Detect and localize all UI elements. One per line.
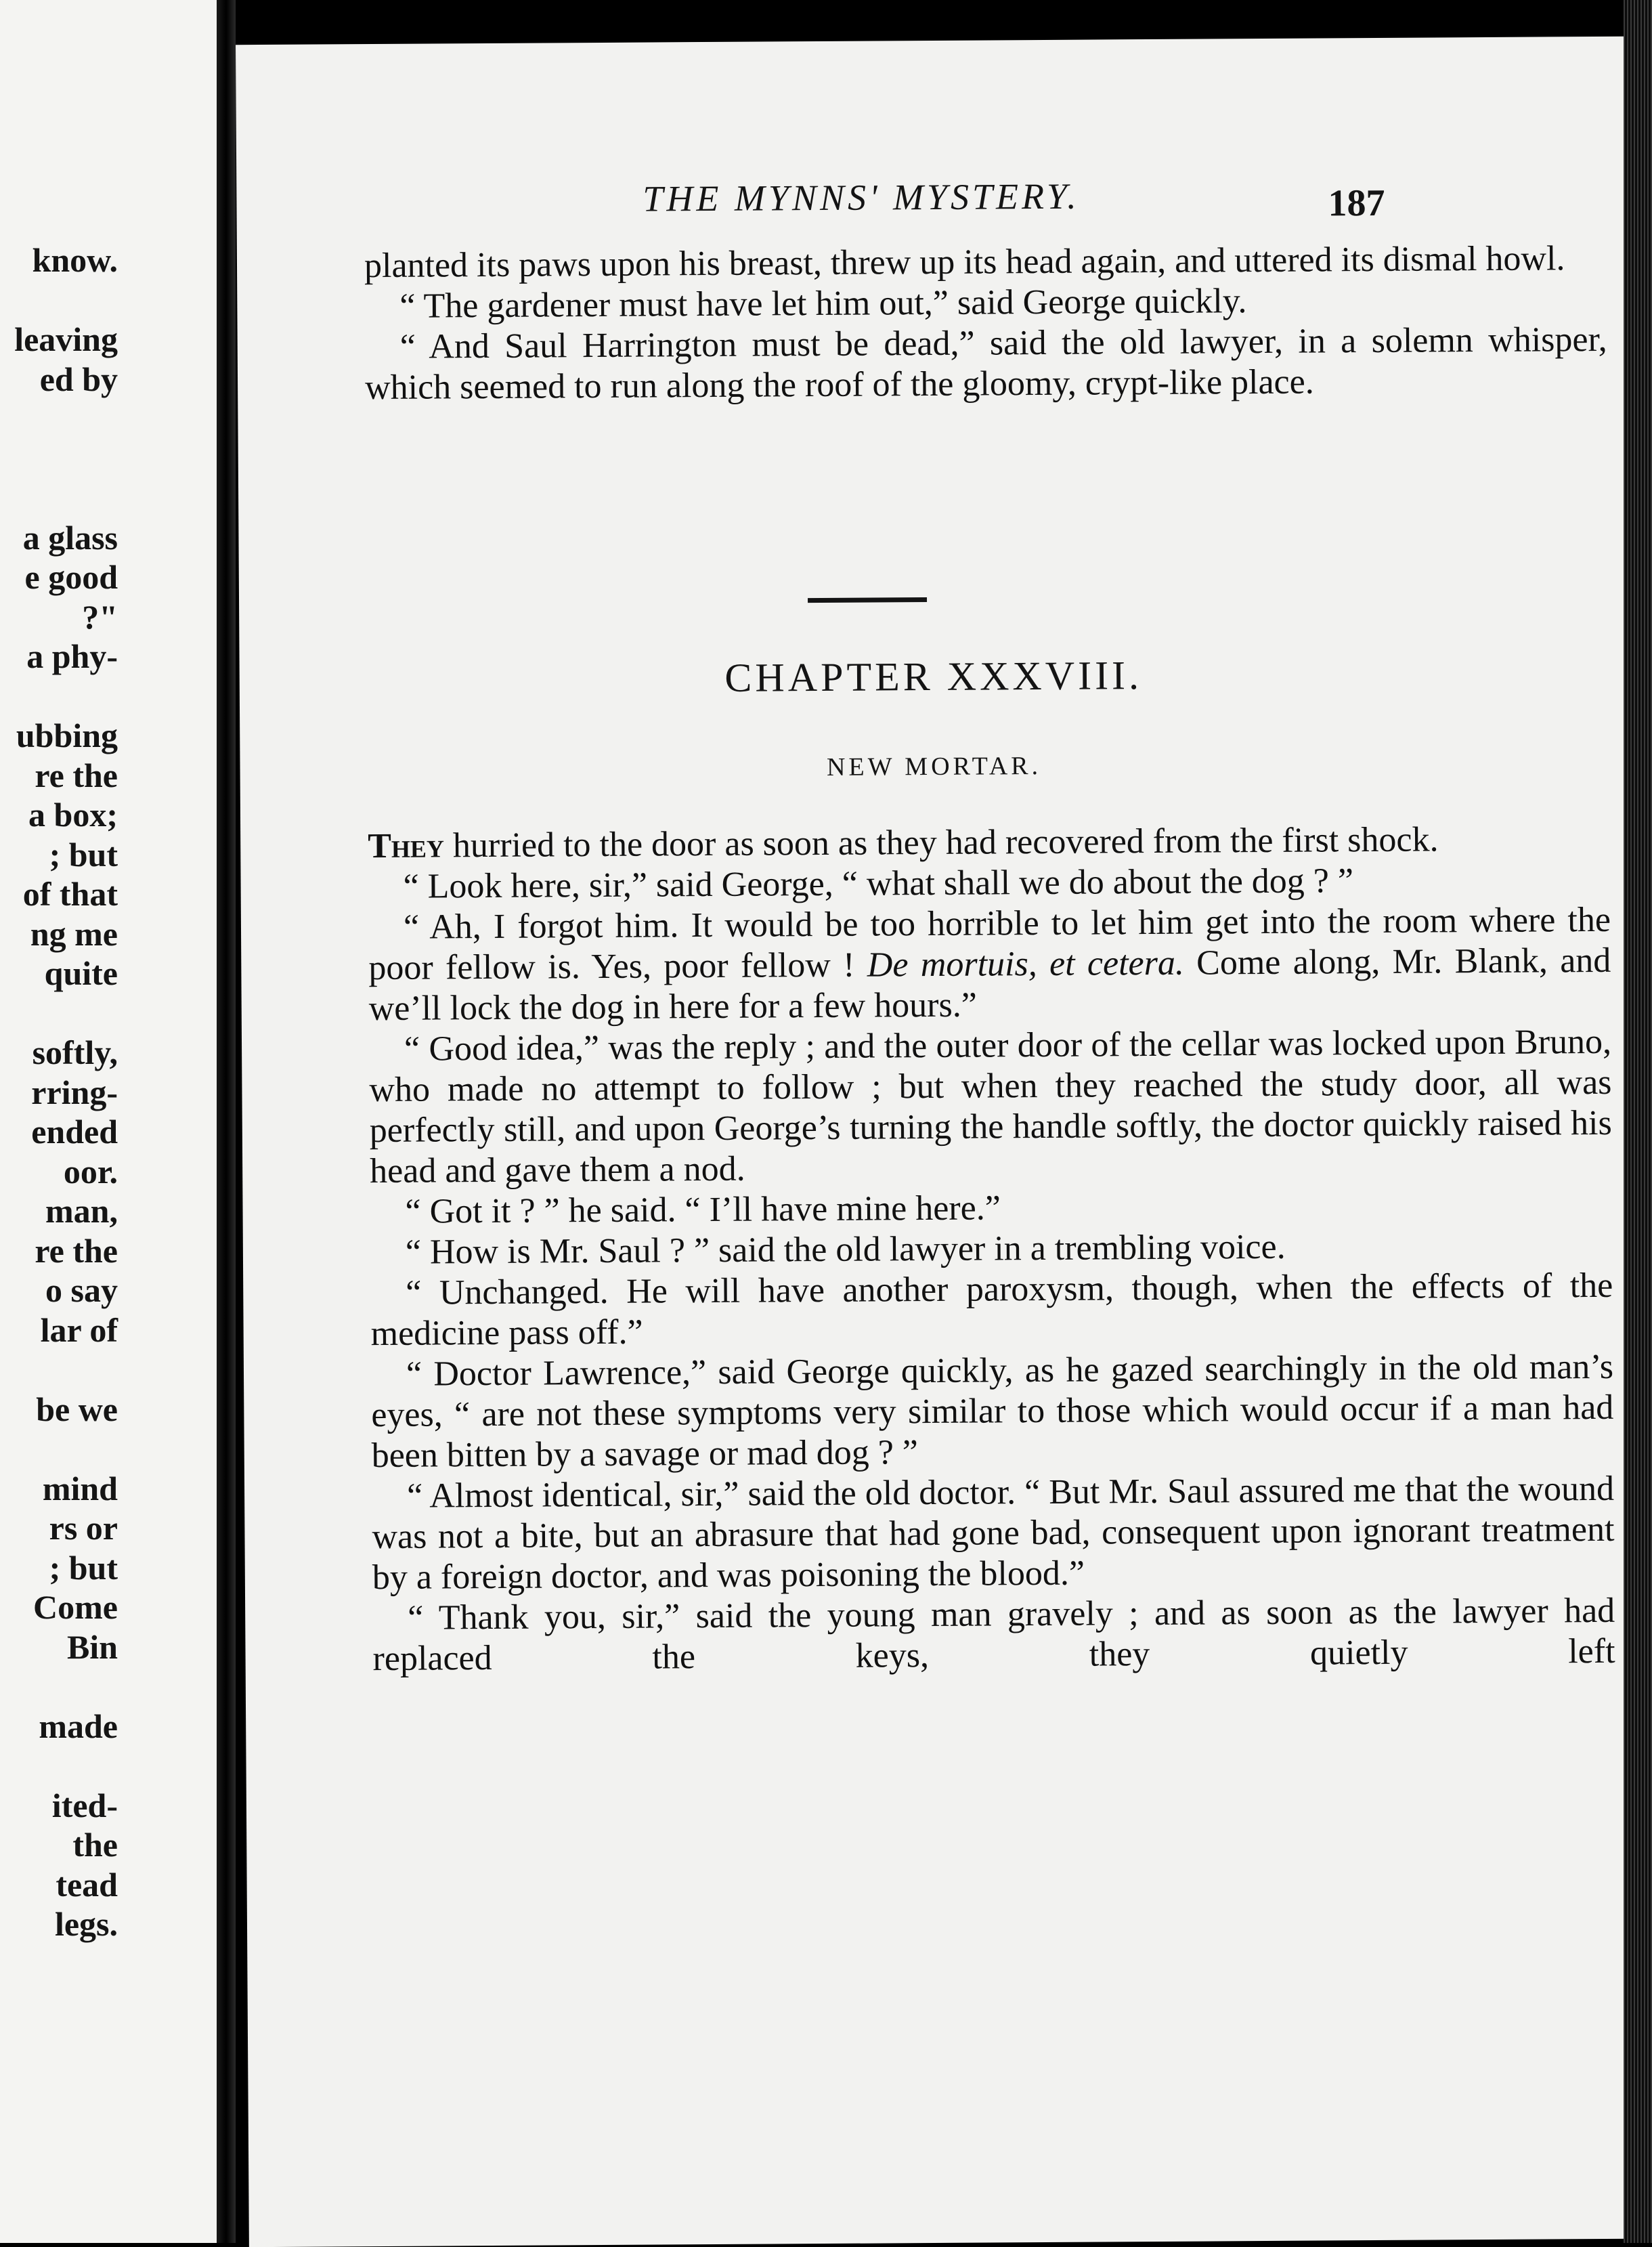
left-page-line: ; but: [49, 1548, 118, 1587]
paragraph: “ Unchanged. He will have another paroxysm, though, when the effects of the medicine pass off.”: [370, 1266, 1613, 1354]
left-page-line: o say: [45, 1271, 118, 1309]
left-page-line: ; but: [49, 835, 118, 874]
left-page-line: ?": [82, 597, 118, 636]
left-page-line: [14, 677, 118, 716]
paragraph: planted its paws upon his breast, threw up its head again, and uttered its dismal howl.: [364, 239, 1565, 286]
paragraph: “ And Saul Harrington must be dead,” said the old lawyer, in a solemn whisper, which seemed to run along the roof of the gloomy, crypt-like place.: [364, 320, 1607, 408]
opening-text: [364, 238, 1607, 408]
page-edges: [1624, 0, 1652, 2243]
left-page-fragment: [0, 0, 217, 2243]
left-page-line: re the: [35, 756, 118, 794]
left-page-line: Come: [33, 1588, 118, 1626]
paragraph-text: “ Ah, I forgot him. It would be too horrible to let him get into the room where the poor fellow is. Yes, poor fellow !: [368, 900, 1611, 988]
left-page-line: [14, 1350, 118, 1390]
paragraph: [368, 819, 1610, 867]
left-page-line: ng me: [30, 914, 118, 953]
running-head-title: THE MYNNS' MYSTERY.: [643, 175, 1080, 219]
left-page-line: lar of: [40, 1310, 118, 1349]
left-page-line: a phy-: [26, 637, 118, 675]
paragraph: “ Almost identical, sir,” said the old doctor. “ But Mr. Saul assured me that the wound was not a bite, but an abrasure that had gone bad, consequent upon ignorant treatment by a foreign doctor, and was poisoning the blood.”: [372, 1469, 1615, 1598]
right-page: [236, 37, 1637, 2247]
left-page-line: rs or: [49, 1509, 118, 1547]
lead-word: They: [368, 826, 445, 866]
left-page-line: the: [72, 1826, 118, 1864]
left-page-line: ended: [31, 1113, 118, 1151]
left-page-line: man,: [45, 1192, 118, 1230]
paragraph: “ Look here, sir,” said George, “ what shall we do about the dog ? ”: [403, 861, 1354, 906]
left-page-line: [14, 439, 118, 479]
left-page-line: be we: [36, 1390, 118, 1428]
chapter-text: [368, 819, 1615, 1679]
left-page-line: mind: [42, 1469, 118, 1507]
chapter-title: CHAPTER XXXVIII.: [724, 653, 1143, 700]
left-page-line: e good: [24, 558, 118, 596]
left-page-line: [14, 1746, 118, 1786]
left-page-line: rring-: [31, 1073, 118, 1111]
left-page-line: [14, 1429, 118, 1469]
chapter-divider-rule: [808, 597, 927, 603]
left-page-line: made: [39, 1707, 118, 1745]
left-page-line: a glass: [22, 518, 118, 557]
running-head: [236, 172, 1624, 235]
paragraph-text: Come along, Mr. Blank, and we’ll lock the dog in here for a few hours.”: [368, 941, 1611, 1029]
left-page-text: [14, 240, 118, 1944]
paragraph: [368, 900, 1611, 1029]
left-page-line: softly,: [32, 1033, 118, 1071]
paragraph: “ Got it ? ” he said. “ I’ll have mine here.”: [405, 1189, 1001, 1231]
left-page-line: know.: [32, 241, 118, 279]
left-page-line: [14, 993, 118, 1033]
left-page-line: oor.: [63, 1152, 118, 1191]
paragraph: “ Good idea,” was the reply ; and the outer door of the cellar was locked upon Bruno, who made no attempt to follow ; but when they reached the study door, all was perfectly still, and upon George’s turning the handle softly, the doctor quickly raised his head and gave them a nod.: [369, 1022, 1612, 1191]
left-page-line: Bin: [66, 1627, 118, 1666]
book-gutter: [217, 0, 236, 2243]
chapter-subtitle: NEW MORTAR.: [826, 752, 1042, 782]
paragraph: “ The gardener must have let him out,” said George quickly.: [399, 282, 1247, 326]
paragraph: “ How is Mr. Saul ? ” said the old lawyer in a trembling voice.: [405, 1227, 1286, 1272]
left-page-line: re the: [35, 1231, 118, 1270]
left-page-line: leaving: [14, 320, 118, 358]
page-number: 187: [1328, 181, 1385, 225]
paragraph-text: hurried to the door as soon as they had recovered from the first shock.: [443, 820, 1439, 865]
left-page-line: quite: [44, 954, 118, 992]
left-page-line: [14, 399, 118, 439]
left-page-line: ited-: [51, 1786, 118, 1824]
left-page-line: [14, 1667, 118, 1707]
latin-phrase: De mortuis, et cetera.: [867, 943, 1185, 985]
paragraph: “ Thank you, sir,” said the young man gravely ; and as soon as the lawyer had replaced the keys, they quietly left: [372, 1591, 1615, 1679]
left-page-line: legs.: [54, 1905, 118, 1943]
left-page-line: ed by: [39, 360, 118, 398]
left-page-line: of that: [22, 875, 118, 913]
left-page-line: ubbing: [16, 716, 118, 754]
paragraph: “ Doctor Lawrence,” said George quickly, as he gazed searchingly in the old man’s eyes, “ are not these symptoms very similar to those which would occur if a man had been bitten by a savage or mad dog ? ”: [371, 1347, 1614, 1476]
left-page-line: tead: [56, 1865, 118, 1904]
left-page-line: [14, 478, 118, 518]
left-page-line: [14, 280, 118, 320]
left-page-line: a box;: [28, 796, 118, 834]
